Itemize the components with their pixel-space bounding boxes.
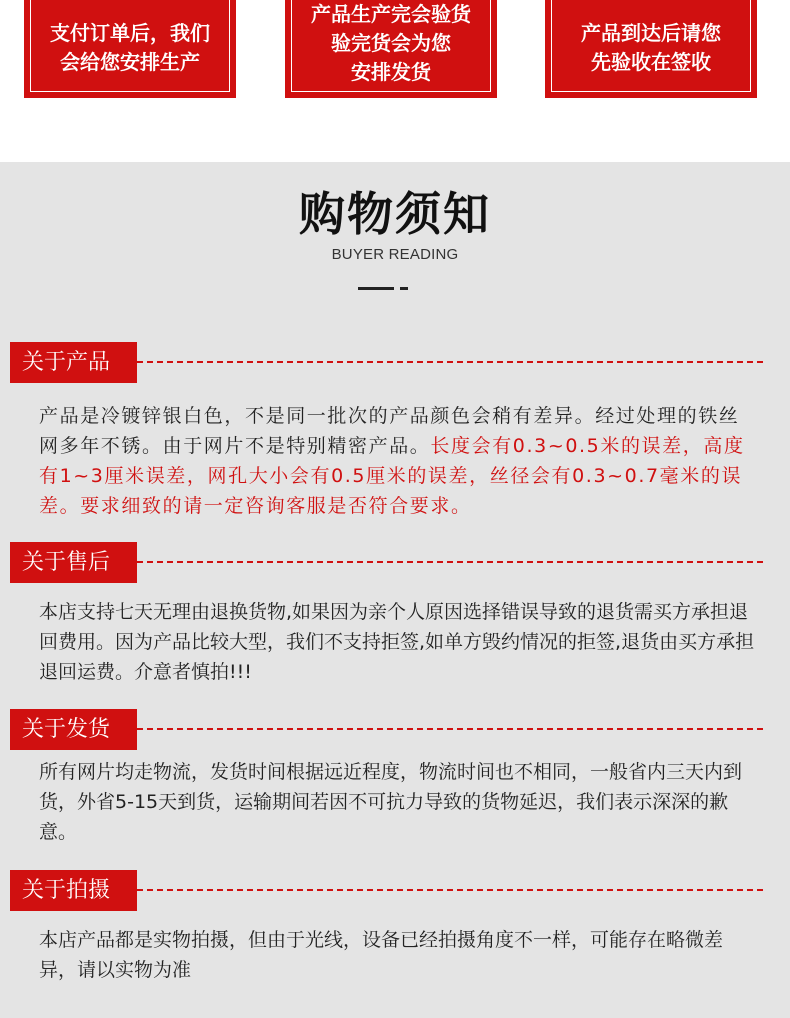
product-notice-text (39, 401, 759, 521)
dashed-divider (137, 361, 763, 363)
section-title: 购物须知 (299, 187, 491, 241)
product-notice-normal: 产品是冷镀锌银白色，不是同一批次的产品颜色会稍有差异。经过处理的铁丝网多年不锈。由于网片不是特别精密产品。 (39, 405, 740, 457)
photography-text: 本店产品都是实物拍摄，但由于光线，设备已经拍摄角度不一样，可能存在略微差异，请以实物为准 (39, 929, 724, 981)
dashed-divider (137, 889, 763, 891)
section-subtitle: BUYER READING (331, 246, 459, 263)
label-about-after-sales: 关于售后 (10, 542, 137, 583)
label-about-photography: 关于拍摄 (10, 870, 137, 911)
dashed-divider (137, 561, 763, 563)
title-divider-short (400, 287, 408, 290)
label-about-shipping: 关于发货 (10, 709, 137, 750)
step-card-receive (545, 0, 757, 98)
dashed-divider (137, 728, 763, 730)
after-sales-text: 本店支持七天无理由退换货物,如果因为亲个人原因选择错误导致的退货需买方承担退回费用。因为产品比较大型，我们不支持拒签,如单方毁约情况的拒签,退货由买方承担退回运费。介意者慎拍!!! (39, 601, 755, 683)
product-notice-warning: 长度会有0.3~0.5米的误差，高度有1~3厘米误差，网孔大小会有0.5厘米的误差，丝径会有0.3~0.7毫米的误差。要求细致的请一定咨询客服是否符合要求。 (39, 435, 745, 517)
step-text: 产品到达后请您 先验收在签收 (581, 20, 721, 74)
step-text: 支付订单后，我们 会给您安排生产 (50, 20, 210, 74)
step-card-inspect (285, 0, 497, 98)
step-card-pay (24, 0, 236, 98)
step-text: 产品生产完会验货 验完货会为您 安排发货 (311, 2, 471, 84)
label-about-product: 关于产品 (10, 342, 137, 383)
process-steps-area (0, 0, 790, 162)
shipping-text: 所有网片均走物流，发货时间根据远近程度，物流时间也不相同，一般省内三天内到货，外省5-15天到货，运输期间若因不可抗力导致的货物延迟，我们表示深深的歉意。 (39, 761, 743, 843)
title-divider-long (358, 287, 394, 290)
